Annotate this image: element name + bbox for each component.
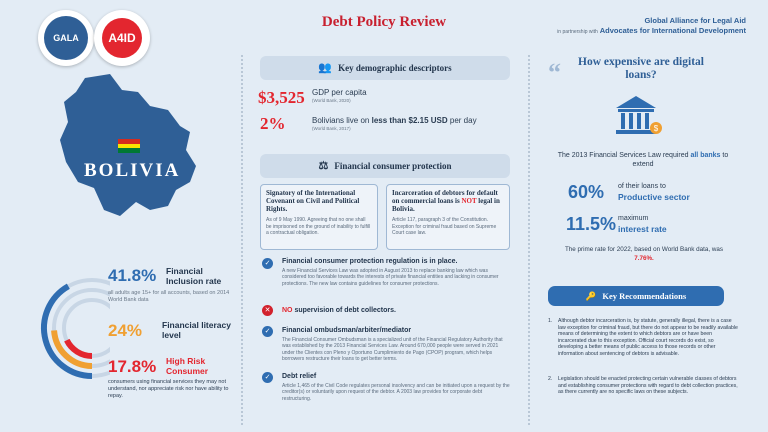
scales-icon: ⚖ <box>318 160 329 172</box>
covenant-card <box>260 184 378 250</box>
country-name: BOLIVIA <box>84 160 181 181</box>
incarceration-title-b: legal in Bolivia. <box>392 197 500 213</box>
loans-intro-post: to extend <box>632 152 729 168</box>
poverty-source: (World Bank, 2017) <box>312 126 351 131</box>
loans-intro <box>548 151 738 169</box>
inclusion-value: 41.8% <box>108 266 157 285</box>
productive-sector-pre: of their loans to <box>618 183 666 190</box>
point-collectors-rest: supervision of debt collectors. <box>294 307 396 314</box>
a4id-logo-text: A4ID <box>102 18 142 58</box>
rec-number-2: 2. <box>548 376 553 382</box>
point-ombudsman-title: Financial ombudsman/arbiter/mediator <box>282 327 412 334</box>
svg-text:$: $ <box>653 124 659 133</box>
literacy-value: 24% <box>108 321 143 340</box>
stats-arc-chart <box>30 270 110 380</box>
check-icon: ✓ <box>262 258 273 269</box>
rec-number-1: 1. <box>548 318 553 324</box>
prime-rate-text: The prime rate for 2022, based on World Bank data, was <box>564 246 724 253</box>
point-collectors-no: NO <box>282 307 293 314</box>
recommendation-item: Although debtor incarceration is, by statute, generally illegal, there is a case law exception for criminal fraud, but there do not appear to be readily available means of determining the extent to which debtors are or have been incarcerated due to this exception. Official court records do exist, so developing a better means of public access to those records or other information about sentencing of debtors is advisable. <box>558 318 738 357</box>
poverty-pre: Bolivians live on <box>312 116 370 125</box>
point-regulation-text: A new Financial Services Law was adopted in August 2013 to replace banking law which was considered too favorable towards the interests of private financial entities and lacking in consumer protections. The new law contains guidelines for consumer protections. <box>282 268 499 287</box>
recommendation-item: Legislation should be enacted protecting certain vulnerable classes of debtors and establishing consumer protections with regard to debt collection practices, as there currently are no specific laws on these subjects. <box>558 376 738 396</box>
loans-intro-pre: The 2013 Financial Services Law required <box>557 152 689 159</box>
point-ombudsman-text: The Financial Consumer Ombudsman is a specialized unit of the Financial Regulatory Authority that was established by the 2013 Financial Services Law. Around 670,000 people were served in 2021 under the Clientes con Pleno y Oportuno Cumplimiento de Pago (CPOP) program, which helps borrowers restructure their loans to get better terms. <box>282 337 503 362</box>
interest-rate-pre: maximum <box>618 215 649 222</box>
incarceration-card <box>386 184 510 250</box>
covenant-card-text: As of 9 May 1990. Agreeing that no one shall be imprisoned on the ground of inability to fulfill a contractual obligation. <box>266 217 371 236</box>
incarceration-card-text: Article 117, paragraph 3 of the Constitution. Exception for criminal fraud based on Supreme Court case law. <box>392 217 497 236</box>
org-partnership: in partnership with <box>557 29 598 35</box>
point-collectors-title <box>282 307 512 314</box>
high-risk-note: consumers using financial services they may not understand, nor appreciate risk nor have ability to repay. <box>108 379 229 399</box>
org-name-1: Global Alliance for Legal Aid <box>644 16 746 25</box>
poverty-post: per day <box>449 116 477 125</box>
productive-sector-bold: Productive sector <box>618 192 690 202</box>
loans-heading: How expensive are digital loans? <box>578 56 704 81</box>
high-risk-value: 17.8% <box>108 357 157 376</box>
incarceration-card-title <box>392 189 504 213</box>
check-icon: ✓ <box>262 372 273 383</box>
prime-rate <box>548 245 740 263</box>
loans-intro-bold: all banks <box>690 152 721 159</box>
demographics-heading-text: Key demographic descriptors <box>338 63 452 73</box>
gdp-value: $3,525 <box>258 88 305 107</box>
page-title: Debt Policy Review <box>321 14 447 30</box>
incarceration-title-not: NOT <box>461 197 477 205</box>
poverty-value: 2% <box>260 114 286 133</box>
column-separator-2 <box>528 55 530 425</box>
gdp-source: (World Bank, 2020) <box>312 98 351 103</box>
quote-icon: “ <box>548 58 561 87</box>
gala-logo-text: GALA <box>44 16 88 60</box>
poverty-line <box>312 116 477 125</box>
interest-rate-value: 11.5% <box>566 214 617 234</box>
productive-sector-value: 60% <box>568 182 605 202</box>
point-regulation-title: Financial consumer protection regulation is in place. <box>282 258 458 265</box>
covenant-card-title: Signatory of the International Covenant on Civil and Political Rights. <box>266 189 360 213</box>
interest-rate-label <box>618 214 667 234</box>
gdp-label: GDP per capita <box>312 88 367 97</box>
prime-rate-value: 7.76%. <box>634 255 654 262</box>
recommendations-heading-text: Key Recommendations <box>602 291 687 301</box>
people-icon: 👥 <box>318 62 333 74</box>
column-separator-1 <box>241 55 243 425</box>
inclusion-label: Financial Inclusion rate <box>166 266 222 286</box>
org-block <box>557 16 746 37</box>
point-debt-relief-text: Article 1,465 of the Civil Code regulates personal insolvency and can be initiated upon a request by the creditor(s) or voluntarily upon request of the debtor. A 2003 law provides for corporate debt restructuring. <box>282 383 510 402</box>
check-icon: ✓ <box>262 326 273 337</box>
org-name-2: Advocates for International Development <box>599 26 746 35</box>
poverty-bold: less than $2.15 USD <box>371 116 448 125</box>
arc-2 <box>67 340 92 356</box>
x-icon: ✕ <box>262 305 273 316</box>
incarceration-title-a: Incarceration of debtors for default on commercial loans is <box>392 189 498 205</box>
literacy-label: Financial literacy level <box>162 320 231 340</box>
bank-icon <box>612 94 662 140</box>
demographics-heading <box>260 56 510 80</box>
bolivia-flag-icon <box>118 139 140 153</box>
high-risk-label: High Risk Consumer <box>166 356 209 376</box>
productive-sector-label <box>618 182 690 202</box>
protection-heading-text: Financial consumer protection <box>334 161 452 171</box>
protection-heading <box>260 154 510 178</box>
recommendations-heading <box>548 286 724 306</box>
point-debt-relief-title: Debt relief <box>282 373 317 380</box>
interest-rate-bold: interest rate <box>618 224 667 234</box>
inclusion-note: all adults age 15+ for all accounts, based on 2014 World Bank data <box>108 290 230 303</box>
key-icon: 🔑 <box>585 291 597 301</box>
